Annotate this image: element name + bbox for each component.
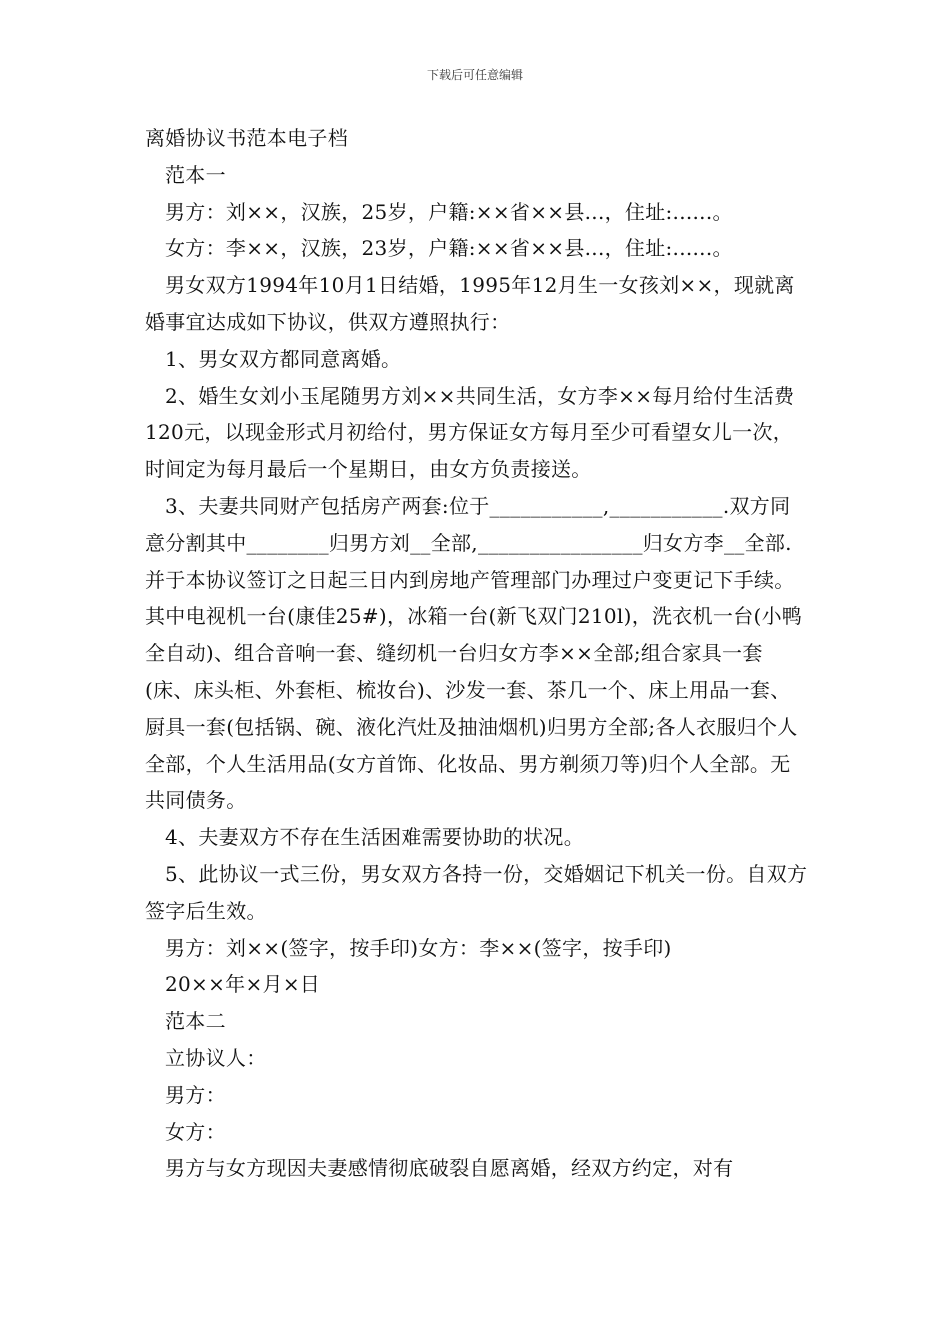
page-header: 下载后可任意编辑 [426,68,523,82]
signature-line: 男方：刘××(签字，按手印)女方：李××(签字，按手印) [165,935,672,960]
party-male: 男方：刘××，汉族，25岁，户籍:××省××县...，住址:......。 [165,199,733,224]
document-title: 离婚协议书范本电子档 [145,126,348,150]
clause-4: 4、夫妻双方不存在生活困难需要协助的状况。 [165,825,585,850]
agreement-intro: 男方与女方现因夫妻感情彻底破裂自愿离婚，经双方约定，对有 [165,1156,734,1181]
document-body [145,120,810,1187]
female-party-label: 女方： [165,1119,226,1144]
date-line: 20××年×月×日 [165,972,321,997]
clause-3: 3、夫妻共同财产包括房产两套:位于___________,___________.双方同意分割其中________归男方刘__全部,________________归女方李__全部.并于本协议签订之日起三日内到房地产管理部门办理过户变更记下手续。其中电视机一台(康佳25#)，冰箱一台(新飞双门210l)，洗衣机一台(小鸭全自动)、组合音响一套、缝纫机一台归女方李××全部;组合家具一套(床、床头柜、外套柜、梳妆台)、沙发一套、茶几一个、床上用品一套、厨具一套(包括锅、碗、液化汽灶及抽油烟机)归男方全部;各人衣服归个人全部，个人生活用品(女方首饰、化妆品、男方剃须刀等)归个人全部。无共同债务。 [145,493,803,813]
male-party-label: 男方： [165,1082,226,1107]
party-female: 女方：李××，汉族，23岁，户籍:××省××县...，住址:......。 [165,236,733,261]
clause-1: 1、男女双方都同意离婚。 [165,346,402,371]
intro-paragraph: 男女双方1994年10月1日结婚，1995年12月生一女孩刘××，现就离婚事宜达成如下协议，供双方遵照执行： [145,273,795,334]
section-heading-1: 范本一 [165,162,226,187]
section-heading-2: 范本二 [165,1009,226,1034]
clause-5: 5、此协议一式三份，男女双方各持一份，交婚姻记下机关一份。自双方签字后生效。 [145,861,808,923]
clause-2: 2、婚生女刘小玉尾随男方刘××共同生活，女方李××每月给付生活费120元，以现金形式月初给付，男方保证女方每月至少可看望女儿一次，时间定为每月最后一个星期日，由女方负责接送。 [145,383,795,482]
parties-label: 立协议人： [165,1045,267,1070]
